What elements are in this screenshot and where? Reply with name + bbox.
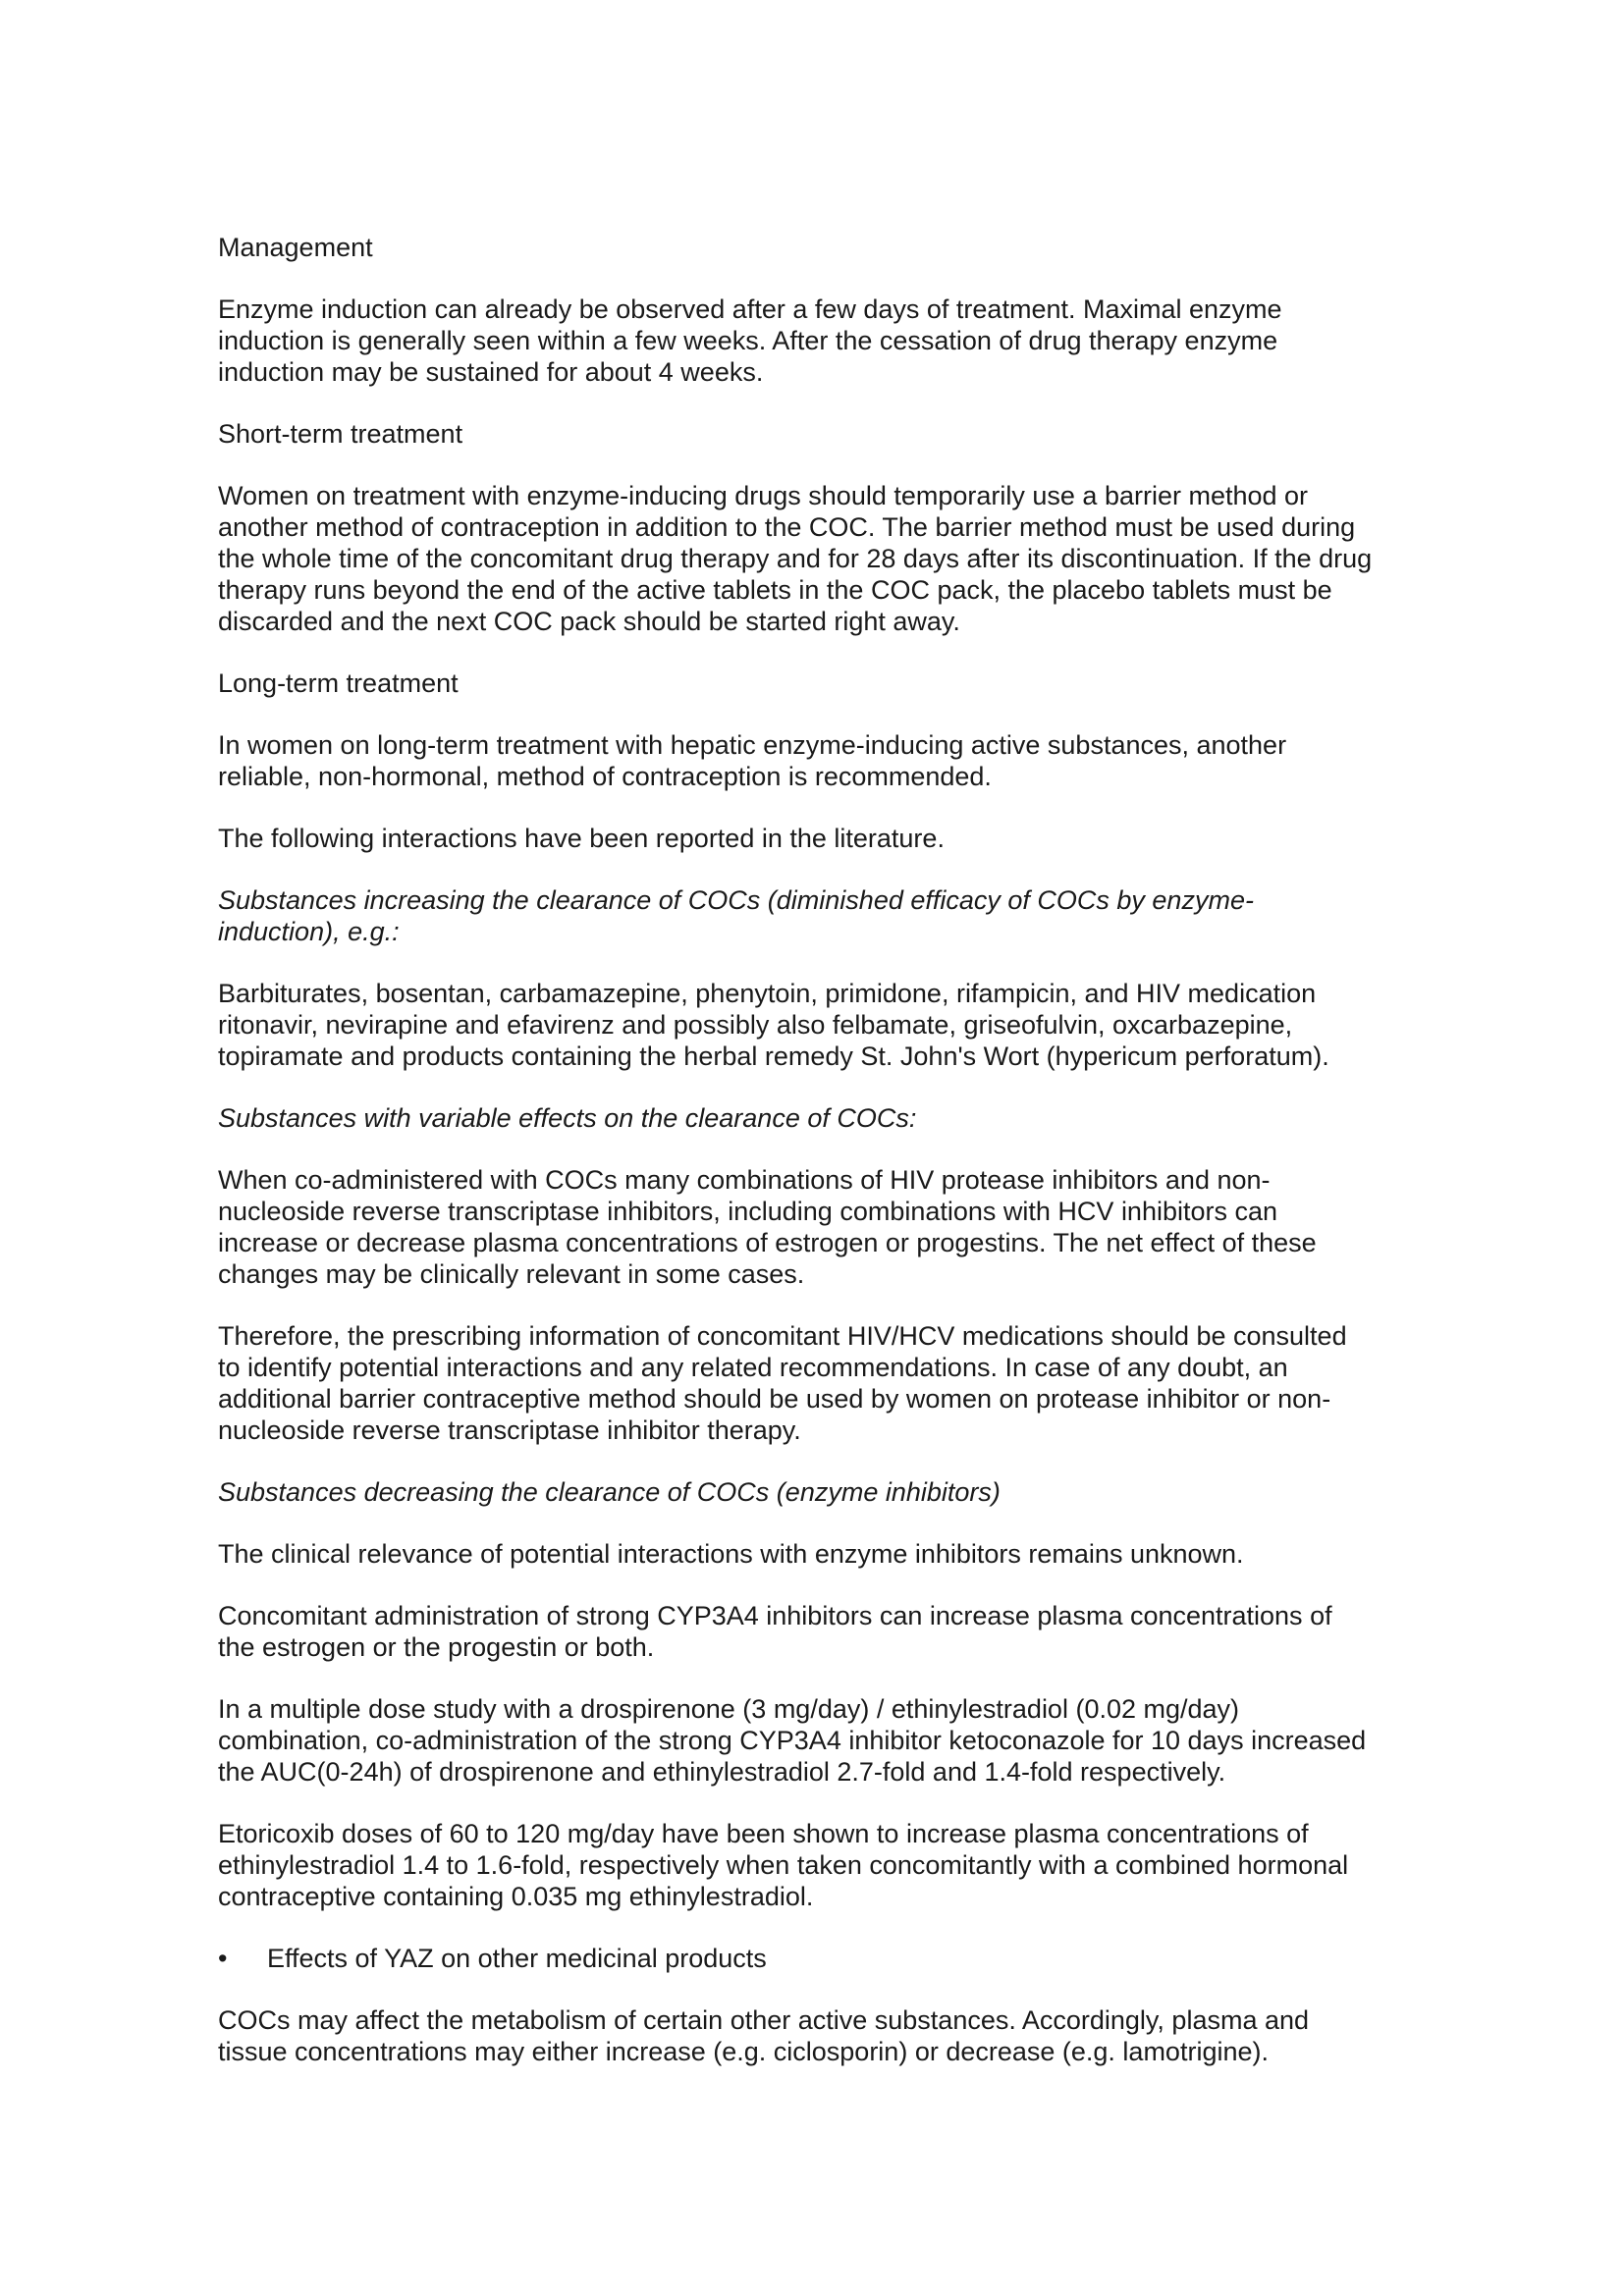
paragraph-enzyme-induction: Enzyme induction can already be observed after a few days of treatment. Maximal enzyme induction is generally seen within a few weeks. After the cessation of drug therapy enzyme induction may be sustained for about 4 weeks. [218,294,1282,387]
subheading-decreasing-clearance: Substances decreasing the clearance of COCs (enzyme inhibitors) [218,1477,1001,1507]
paragraph-coadministered: When co-administered with COCs many combinations of HIV protease inhibitors and non- nucleoside reverse transcriptase inhibitors, including combinations with HCV inhibitors can increase or decrease plasma concentrations of estrogen or progestins. The net effect of these changes may be clinically relevant in some cases. [218,1165,1317,1289]
paragraph-etoricoxib: Etoricoxib doses of 60 to 120 mg/day have been shown to increase plasma concentrations of ethinylestradiol 1.4 to 1.6-fold, respectively when taken concomitantly with a combined hormonal contraceptive containing 0.035 mg ethinylestradiol. [218,1819,1349,1911]
paragraph-long-term-treatment: In women on long-term treatment with hepatic enzyme-inducing active substances, another reliable, non-hormonal, method of contraception is recommended. [218,730,1287,791]
bullet-icon: • [218,1944,228,1973]
heading-long-term-treatment: Long-term treatment [218,668,459,698]
heading-management: Management [218,233,373,262]
paragraph-therefore: Therefore, the prescribing information of concomitant HIV/HCV medications should be consulted to identify potential interactions and any related recommendations. In case of any doubt, an additional barrier contraceptive method should be used by women on protease inhibitor or non- nucleoside reverse transcriptase inhibitor therapy. [218,1321,1347,1445]
paragraph-multiple-dose-study: In a multiple dose study with a drospirenone (3 mg/day) / ethinylestradiol (0.02 mg/day) combination, co-administration of the strong CYP3A4 inhibitor ketoconazole for 10 days increased the AUC(0-24h) of drospirenone and ethinylestradiol 2.7-fold and 1.4-fold respectively. [218,1694,1367,1787]
bullet-item-effects-of-yaz [218,1943,1435,1974]
bullet-item-label: Effects of YAZ on other medicinal products [267,1944,767,1973]
paragraph-barbiturates: Barbiturates, bosentan, carbamazepine, phenytoin, primidone, rifampicin, and HIV medication ritonavir, nevirapine and efavirenz and possibly also felbamate, griseofulvin, oxcarbazepine, topiramate and products containing the herbal remedy St. John's Wort (hypericum perforatum). [218,979,1329,1071]
paragraph-short-term-treatment: Women on treatment with enzyme-inducing drugs should temporarily use a barrier method or another method of contraception in addition to the COC. The barrier method must be used during the whole time of the concomitant drug therapy and for 28 days after its discontinuation. If the drug therapy runs beyond the end of the active tablets in the COC pack, the placebo tablets must be discarded and the next COC pack should be started right away. [218,481,1373,636]
paragraph-literature: The following interactions have been reported in the literature. [218,824,945,853]
paragraph-clinical-relevance: The clinical relevance of potential interactions with enzyme inhibitors remains unknown. [218,1539,1244,1569]
paragraph-cocs-affect-metabolism: COCs may affect the metabolism of certain other active substances. Accordingly, plasma and tissue concentrations may either increase (e.g. ciclosporin) or decrease (e.g. lamotrigine). [218,2005,1310,2066]
subheading-increasing-clearance: Substances increasing the clearance of COCs (diminished efficacy of COCs by enzyme- induction), e.g.: [218,885,1254,946]
heading-short-term-treatment: Short-term treatment [218,419,463,449]
subheading-variable-effects: Substances with variable effects on the clearance of COCs: [218,1103,917,1133]
paragraph-cyp3a4: Concomitant administration of strong CYP3A4 inhibitors can increase plasma concentrations of the estrogen or the progestin or both. [218,1601,1332,1662]
document-page [218,232,1435,2098]
